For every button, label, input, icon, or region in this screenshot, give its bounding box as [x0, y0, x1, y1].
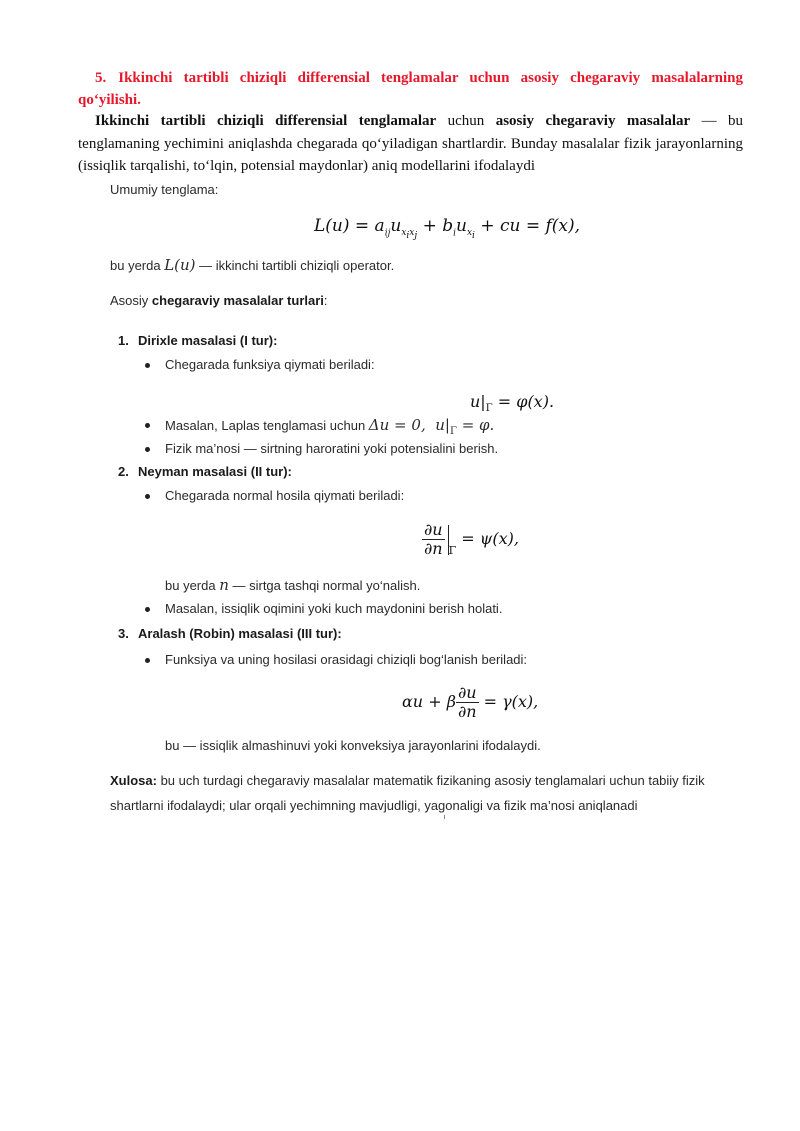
list-item: [145, 651, 527, 669]
general-equation-label: Umumiy tenglama:: [110, 182, 219, 197]
section-number: 5.: [95, 70, 107, 86]
item-neumann-title: [118, 463, 292, 481]
intro-bold-term-1: Ikkinchi tartibli chiziqli differensial tenglamalar: [95, 113, 437, 129]
section-title: Ikkinchi tartibli chiziqli differensial tenglamalar uchun asosiy chegaraviy masalalarning qo‘yilishi.: [78, 70, 743, 108]
section-heading: [78, 67, 743, 111]
general-equation: $L(u) = a_{ij}u_{x_ix_j} + b_iu_{x_i}$ + cu = f(x),: [314, 216, 581, 242]
item-number: 2.: [118, 464, 129, 479]
bullet-text: Masalan, Laplas tenglamasi uchun: [165, 418, 369, 433]
intro-text-2: — bu tenglamaning yechimini aniqlashda chegarada qo‘yiladigan shartlardir. Bunday masalalar fizik jarayonlarning (issiqlik tarqalishi, to‘lqin, potensial maydonlar) aniq modellarini ifodalaydi: [78, 113, 744, 174]
item-number: 1.: [118, 333, 129, 348]
bullet-text: Masalan, issiqlik oqimini yoki kuch maydonini berish holati.: [165, 601, 503, 616]
item-title: Neyman masalasi (II tur):: [138, 464, 292, 479]
bullet-text: Chegarada funksiya qiymati beriladi:: [165, 357, 375, 372]
item-robin-title: [118, 625, 342, 643]
item-dirichlet-title: [118, 332, 277, 350]
list-item: [145, 440, 498, 458]
types-prefix: Asosiy: [110, 293, 152, 308]
types-bold: chegaraviy masalalar turlari: [151, 293, 324, 308]
list-item: [145, 416, 494, 441]
item-number: 3.: [118, 626, 129, 641]
dirichlet-condition: $u|_\Gamma = \varphi(x)$.: [470, 392, 555, 414]
operator-note: [110, 256, 750, 275]
bullet-icon: [145, 363, 150, 368]
normal-note: [165, 576, 420, 595]
normal-note-prefix: bu yerda: [165, 578, 220, 593]
intro-text-1: uchun: [436, 113, 496, 129]
conclusion-text: bu uch turdagi chegaraviy masalalar matematik fizikaning asosiy tenglamalari uchun tabiiy fizik shartlarni ifodalaydi; ular orqali yechimning mavjudligi, yagonaligi va fizik ma’nosi aniqlanadi: [110, 773, 705, 813]
list-item: [145, 356, 375, 374]
bullet-text: Fizik ma’nosi — sirtning haroratini yoki potensialini berish.: [165, 441, 499, 456]
conclusion-paragraph: [110, 768, 745, 818]
robin-condition: αu + β $\frac{\partial u}{\partial n}$ = γ(x),: [402, 683, 539, 721]
robin-note: bu — issiqlik almashinuvi yoki konveksiya jarayonlarini ifodalaydi.: [165, 738, 541, 753]
item-title: Dirixle masalasi (I tur):: [138, 333, 278, 348]
bullet-icon: [145, 658, 150, 663]
item-title: Aralash (Robin) masalasi (III tur):: [138, 626, 342, 641]
list-item: [145, 600, 502, 618]
operator-note-prefix: bu yerda: [110, 258, 165, 273]
intro-paragraph: [78, 110, 743, 178]
normal-note-suffix: — sirtga tashqi normal yo‘nalish.: [228, 578, 421, 593]
intro-bold-term-2: asosiy chegaraviy masalalar: [495, 113, 691, 129]
types-heading: [110, 292, 750, 310]
stray-mark: [444, 815, 445, 819]
bullet-icon: [145, 607, 150, 612]
bullet-text: Chegarada normal hosila qiymati beriladi:: [165, 488, 405, 503]
types-suffix: :: [323, 293, 328, 308]
bullet-text: Funksiya va uning hosilasi orasidagi chiziqli bog‘lanish beriladi:: [165, 652, 528, 667]
list-item: [145, 487, 404, 505]
operator-note-suffix: — ikkinchi tartibli chiziqli operator.: [195, 258, 395, 273]
conclusion-label: Xulosa:: [110, 773, 157, 788]
bullet-icon: [145, 447, 150, 452]
operator-symbol: L(u): [164, 256, 196, 274]
bullet-icon: [145, 494, 150, 499]
laplace-formula: Δu = 0, $u|_\Gamma = \varphi$.: [368, 416, 495, 437]
bullet-icon: [145, 423, 150, 428]
neumann-condition: $\frac{\partial u}{\partial n}$ $_\Gamma$ = ψ(x),: [424, 520, 519, 558]
normal-symbol: n: [219, 576, 229, 594]
